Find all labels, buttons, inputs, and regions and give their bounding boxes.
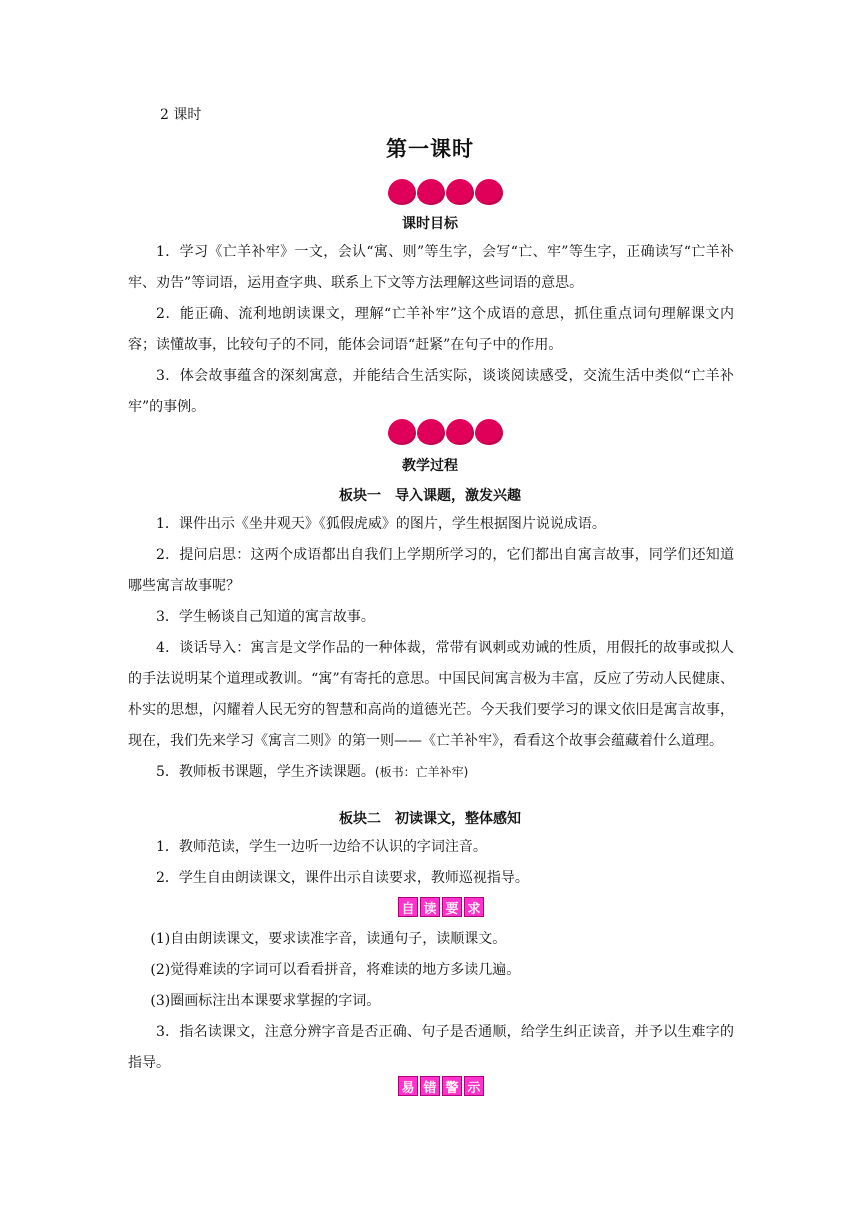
list-item: 4．谈话导入：寓言是文学作品的一种体裁，常带有讽刺或劝诫的性质，用假托的故事或拟人的手法说明某个道理或教训。“寓”有寄托的意思。中国民间寓言极为丰富，反应了劳动人民健康、朴实的思想，闪耀着人民无穷的智慧和高尚的道德光芒。今天我们要学习的课文依旧是寓言故事，现在，我们先来学习《寓言二则》的第一则——《亡羊补牢》，看看这个故事会蕴藏着什么道理。 [128, 640, 734, 749]
dot-icon [388, 179, 416, 205]
item-text: 5．教师板书课题，学生齐读课题。 [156, 764, 375, 780]
list-item: 2．提问启思：这两个成语都出自我们上学期所学习的，它们都出自寓言故事，同学们还知道哪些寓言故事呢？ [128, 547, 734, 594]
dot-icon [475, 419, 503, 445]
tag-char: 自 [398, 897, 418, 917]
dot-icon [417, 419, 445, 445]
block1-list [128, 509, 734, 788]
process-heading: 教学过程 [402, 458, 458, 474]
list-item: 3．学生畅谈自己知道的寓言故事。 [156, 609, 375, 625]
tag-char: 示 [464, 1076, 484, 1096]
warning-tag [398, 1076, 484, 1096]
block2-list [128, 832, 734, 894]
list-item: (3)圈画标注出本课要求掌握的字词。 [150, 993, 381, 1009]
list-item: 2．学生自由朗读课文，课件出示自读要求，教师巡视指导。 [156, 870, 529, 886]
tag-char: 读 [420, 897, 440, 917]
tag-char: 警 [442, 1076, 462, 1096]
tag-char: 要 [442, 897, 462, 917]
goal-item: 3．体会故事蕴含的深刻寓意，并能结合生活实际，谈谈阅读感受，交流生活中类似“亡羊补牢”的事例。 [128, 368, 734, 415]
goals-heading: 课时目标 [402, 216, 458, 232]
list-item: (1)自由朗读课文，要求读准字音，读通句子，读顺课文。 [150, 931, 507, 947]
tag-char: 易 [398, 1076, 418, 1096]
lesson-count: 2 课时 [160, 107, 202, 123]
chapter-title: 第一课时 [386, 136, 474, 161]
goal-item: 2．能正确、流利地朗读课文，理解“亡羊补牢”这个成语的意思，抓住重点词句理解课文内容；读懂故事，比较句子的不同，能体会词语“赶紧”在句子中的作用。 [128, 306, 734, 353]
dot-icon [446, 179, 474, 205]
reading-requirements-tag [398, 897, 484, 917]
dot-icon [388, 419, 416, 445]
list-item: 1．课件出示《坐井观天》《狐假虎威》的图片，学生根据图片说说成语。 [156, 516, 606, 532]
goal-item: 1．学习《亡羊补牢》一文，会认“寓、则”等生字，会写“亡、牢”等生字，正确读写“亡羊补牢、劝告”等词语，运用查字典、联系上下文等方法理解这些词语的意思。 [128, 244, 734, 291]
goals-list [128, 237, 734, 423]
list-item [128, 757, 734, 788]
block1-heading: 板块一 导入课题，激发兴趣 [339, 488, 521, 504]
list-item: (2)觉得难读的字词可以看看拼音，将难读的地方多读几遍。 [150, 962, 521, 978]
list-item: 1．教师范读，学生一边听一边给不认识的字词注音。 [156, 839, 487, 855]
reading-requirements-list [128, 924, 734, 1079]
decorative-dots-goals [388, 179, 503, 205]
dot-icon [475, 179, 503, 205]
tag-char: 求 [464, 897, 484, 917]
list-item: 3．指名读课文，注意分辨字音是否正确、句子是否通顺，给学生纠正读音，并予以生难字的指导。 [128, 1024, 734, 1071]
dot-icon [446, 419, 474, 445]
decorative-dots-process [388, 419, 503, 445]
tag-char: 错 [420, 1076, 440, 1096]
board-note: (板书：亡羊补牢) [374, 765, 469, 779]
block2-heading: 板块二 初读课文，整体感知 [339, 811, 521, 827]
dot-icon [417, 179, 445, 205]
